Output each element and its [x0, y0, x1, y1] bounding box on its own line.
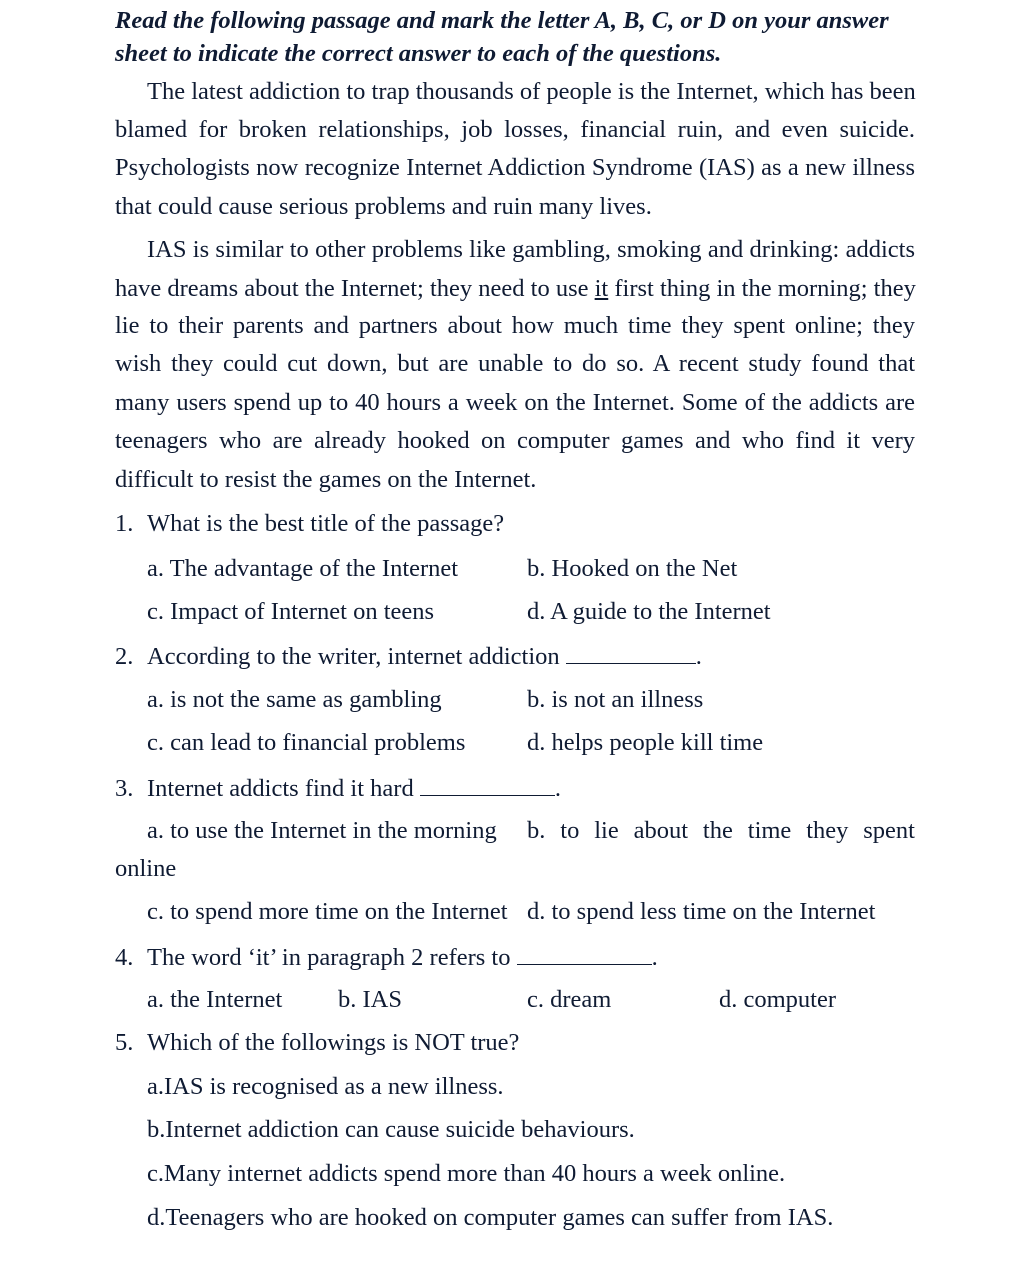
q3-option-a[interactable]: a. to use the Internet in the morning	[147, 817, 497, 844]
q4-option-d[interactable]: d. computer	[719, 986, 837, 1013]
q1-option-b[interactable]: b. Hooked on the Net	[527, 555, 738, 582]
question-5: 5. Which of the followings is NOT true?	[115, 1029, 520, 1056]
passage-p2-line-5: many users spend up to 40 hours a week on the Internet. Some of the addicts are	[115, 389, 915, 416]
answer-blank	[566, 643, 696, 664]
q2-option-c[interactable]: c. can lead to financial problems	[147, 729, 466, 756]
passage-p2-line-6: teenagers who are already hooked on computer games and who find it very	[115, 427, 915, 454]
q3-option-b[interactable]: b. to lie about the time they spent	[527, 817, 915, 844]
question-4: 4. The word ‘it’ in paragraph 2 refers to .	[115, 944, 658, 971]
q1-option-c[interactable]: c. Impact of Internet on teens	[147, 598, 435, 625]
q5-option-d[interactable]: d.Teenagers who are hooked on computer games can suffer from IAS.	[147, 1204, 834, 1231]
passage-p2-line-4: wish they could cut down, but are unable to do so. A recent study found that	[115, 350, 915, 377]
answer-blank	[517, 944, 652, 965]
instructions-line-2: sheet to indicate the correct answer to each of the questions.	[115, 40, 722, 67]
q1-option-a[interactable]: a. The advantage of the Internet	[147, 555, 459, 582]
passage-p1-line-4: that could cause serious problems and ruin many lives.	[115, 193, 652, 220]
q2-option-a[interactable]: a. is not the same as gambling	[147, 686, 442, 713]
answer-blank	[420, 775, 555, 796]
instructions-line-1: Read the following passage and mark the letter A, B, C, or D on your answer	[115, 7, 889, 34]
passage-p1-line-3: Psychologists now recognize Internet Addiction Syndrome (IAS) as a new illness	[115, 154, 915, 181]
underlined-word-it: it	[594, 275, 609, 302]
passage-p1-line-2: blamed for broken relationships, job losses, financial ruin, and even suicide.	[115, 116, 915, 143]
q4-option-b[interactable]: b. IAS	[338, 986, 402, 1013]
question-1: 1. What is the best title of the passage?	[115, 510, 505, 537]
passage-p2-line-7: difficult to resist the games on the Internet.	[115, 466, 537, 493]
q1-option-d[interactable]: d. A guide to the Internet	[527, 598, 771, 625]
q3-option-c[interactable]: c. to spend more time on the Internet	[147, 898, 508, 925]
q5-option-a[interactable]: a.IAS is recognised as a new illness.	[147, 1073, 504, 1100]
q2-option-d[interactable]: d. helps people kill time	[527, 729, 764, 756]
q5-option-c[interactable]: c.Many internet addicts spend more than 40 hours a week online.	[147, 1160, 786, 1187]
question-2: 2. According to the writer, internet addiction .	[115, 643, 702, 670]
q4-option-c[interactable]: c. dream	[527, 986, 612, 1013]
q5-option-b[interactable]: b.Internet addiction can cause suicide behaviours.	[147, 1116, 635, 1143]
q2-option-b[interactable]: b. is not an illness	[527, 686, 704, 713]
passage-p2-line-3: lie to their parents and partners about how much time they spent online; they	[115, 312, 915, 339]
passage-p2-line-1: IAS is similar to other problems like gambling, smoking and drinking: addicts	[147, 236, 915, 263]
question-3: 3. Internet addicts find it hard .	[115, 775, 561, 802]
q3-option-b-continued: online	[115, 855, 177, 882]
q4-option-a[interactable]: a. the Internet	[147, 986, 283, 1013]
passage-p2-line-2: have dreams about the Internet; they need to use it first thing in the morning; they	[115, 275, 916, 302]
passage-p1-line-1: The latest addiction to trap thousands of people is the Internet, which has been	[147, 78, 916, 105]
q3-option-d[interactable]: d. to spend less time on the Internet	[527, 898, 876, 925]
